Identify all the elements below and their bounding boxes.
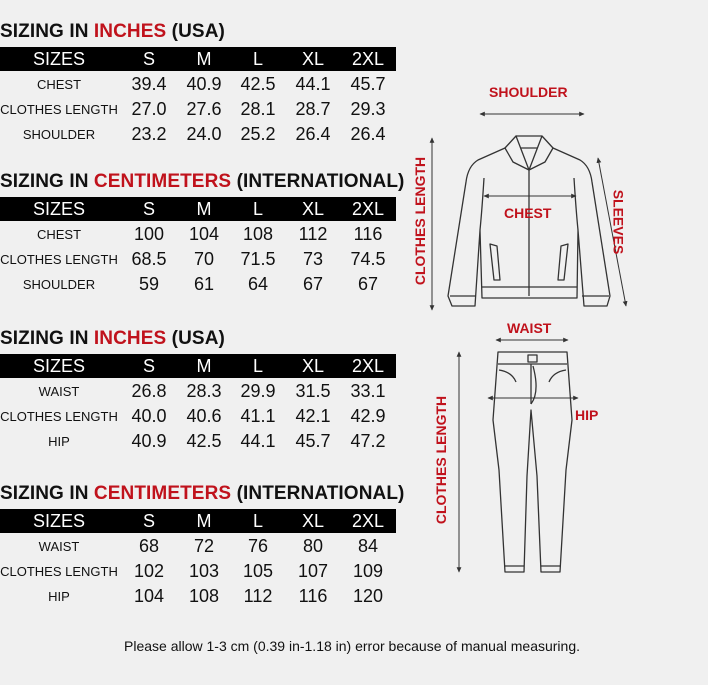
jacket-length-label: CLOTHES LENGTH	[412, 156, 429, 286]
table-row: SHOULDER 59 61 64 67 67	[22, 274, 379, 294]
table-title: SIZING IN CENTIMETERS (INTERNATIONAL)	[0, 171, 405, 192]
table-row: CLOTHES LENGTH 27.0 27.6 28.1 28.7 29.3	[0, 99, 386, 119]
table-title: SIZING IN INCHES (USA)	[0, 328, 225, 349]
table-header: SIZES S M L XL 2XL	[0, 47, 396, 71]
table-header: SIZES S M L XL 2XL	[0, 197, 396, 221]
table-row: SHOULDER 23.2 24.0 25.2 26.4 26.4	[22, 124, 386, 144]
pants-length-label: CLOTHES LENGTH	[433, 395, 450, 525]
measurement-disclaimer: Please allow 1-3 cm (0.39 in-1.18 in) error because of manual measuring.	[124, 638, 581, 654]
table-header: SIZES S M L XL 2XL	[0, 509, 396, 533]
table-row: HIP 40.9 42.5 44.1 45.7 47.2	[48, 431, 386, 451]
table-row: CLOTHES LENGTH 40.0 40.6 41.1 42.1 42.9	[0, 406, 386, 426]
table-row: CLOTHES LENGTH 102 103 105 107 109	[0, 561, 384, 581]
table-row: WAIST 68 72 76 80 84	[38, 536, 379, 556]
pants-illustration	[493, 352, 572, 572]
hip-label: HIP	[575, 407, 599, 423]
table-header: SIZES S M L XL 2XL	[0, 354, 396, 378]
table-title: SIZING IN INCHES (USA)	[0, 21, 225, 42]
table-row: WAIST 26.8 28.3 29.9 31.5 33.1	[38, 381, 386, 401]
sleeves-label: SLEEVES	[610, 189, 627, 255]
jacket-illustration	[448, 136, 610, 306]
table-title: SIZING IN CENTIMETERS (INTERNATIONAL)	[0, 483, 405, 504]
table-row: CHEST 100 104 108 112 116	[36, 224, 383, 244]
table-row: CLOTHES LENGTH 68.5 70 71.5 73 74.5	[0, 249, 386, 269]
chest-label: CHEST	[504, 205, 552, 221]
table-row: HIP 104 108 112 116 120	[48, 586, 384, 606]
shoulder-label: SHOULDER	[489, 84, 568, 100]
waist-label: WAIST	[507, 320, 552, 336]
table-row: CHEST 39.4 40.9 42.5 44.1 45.7	[36, 74, 386, 94]
